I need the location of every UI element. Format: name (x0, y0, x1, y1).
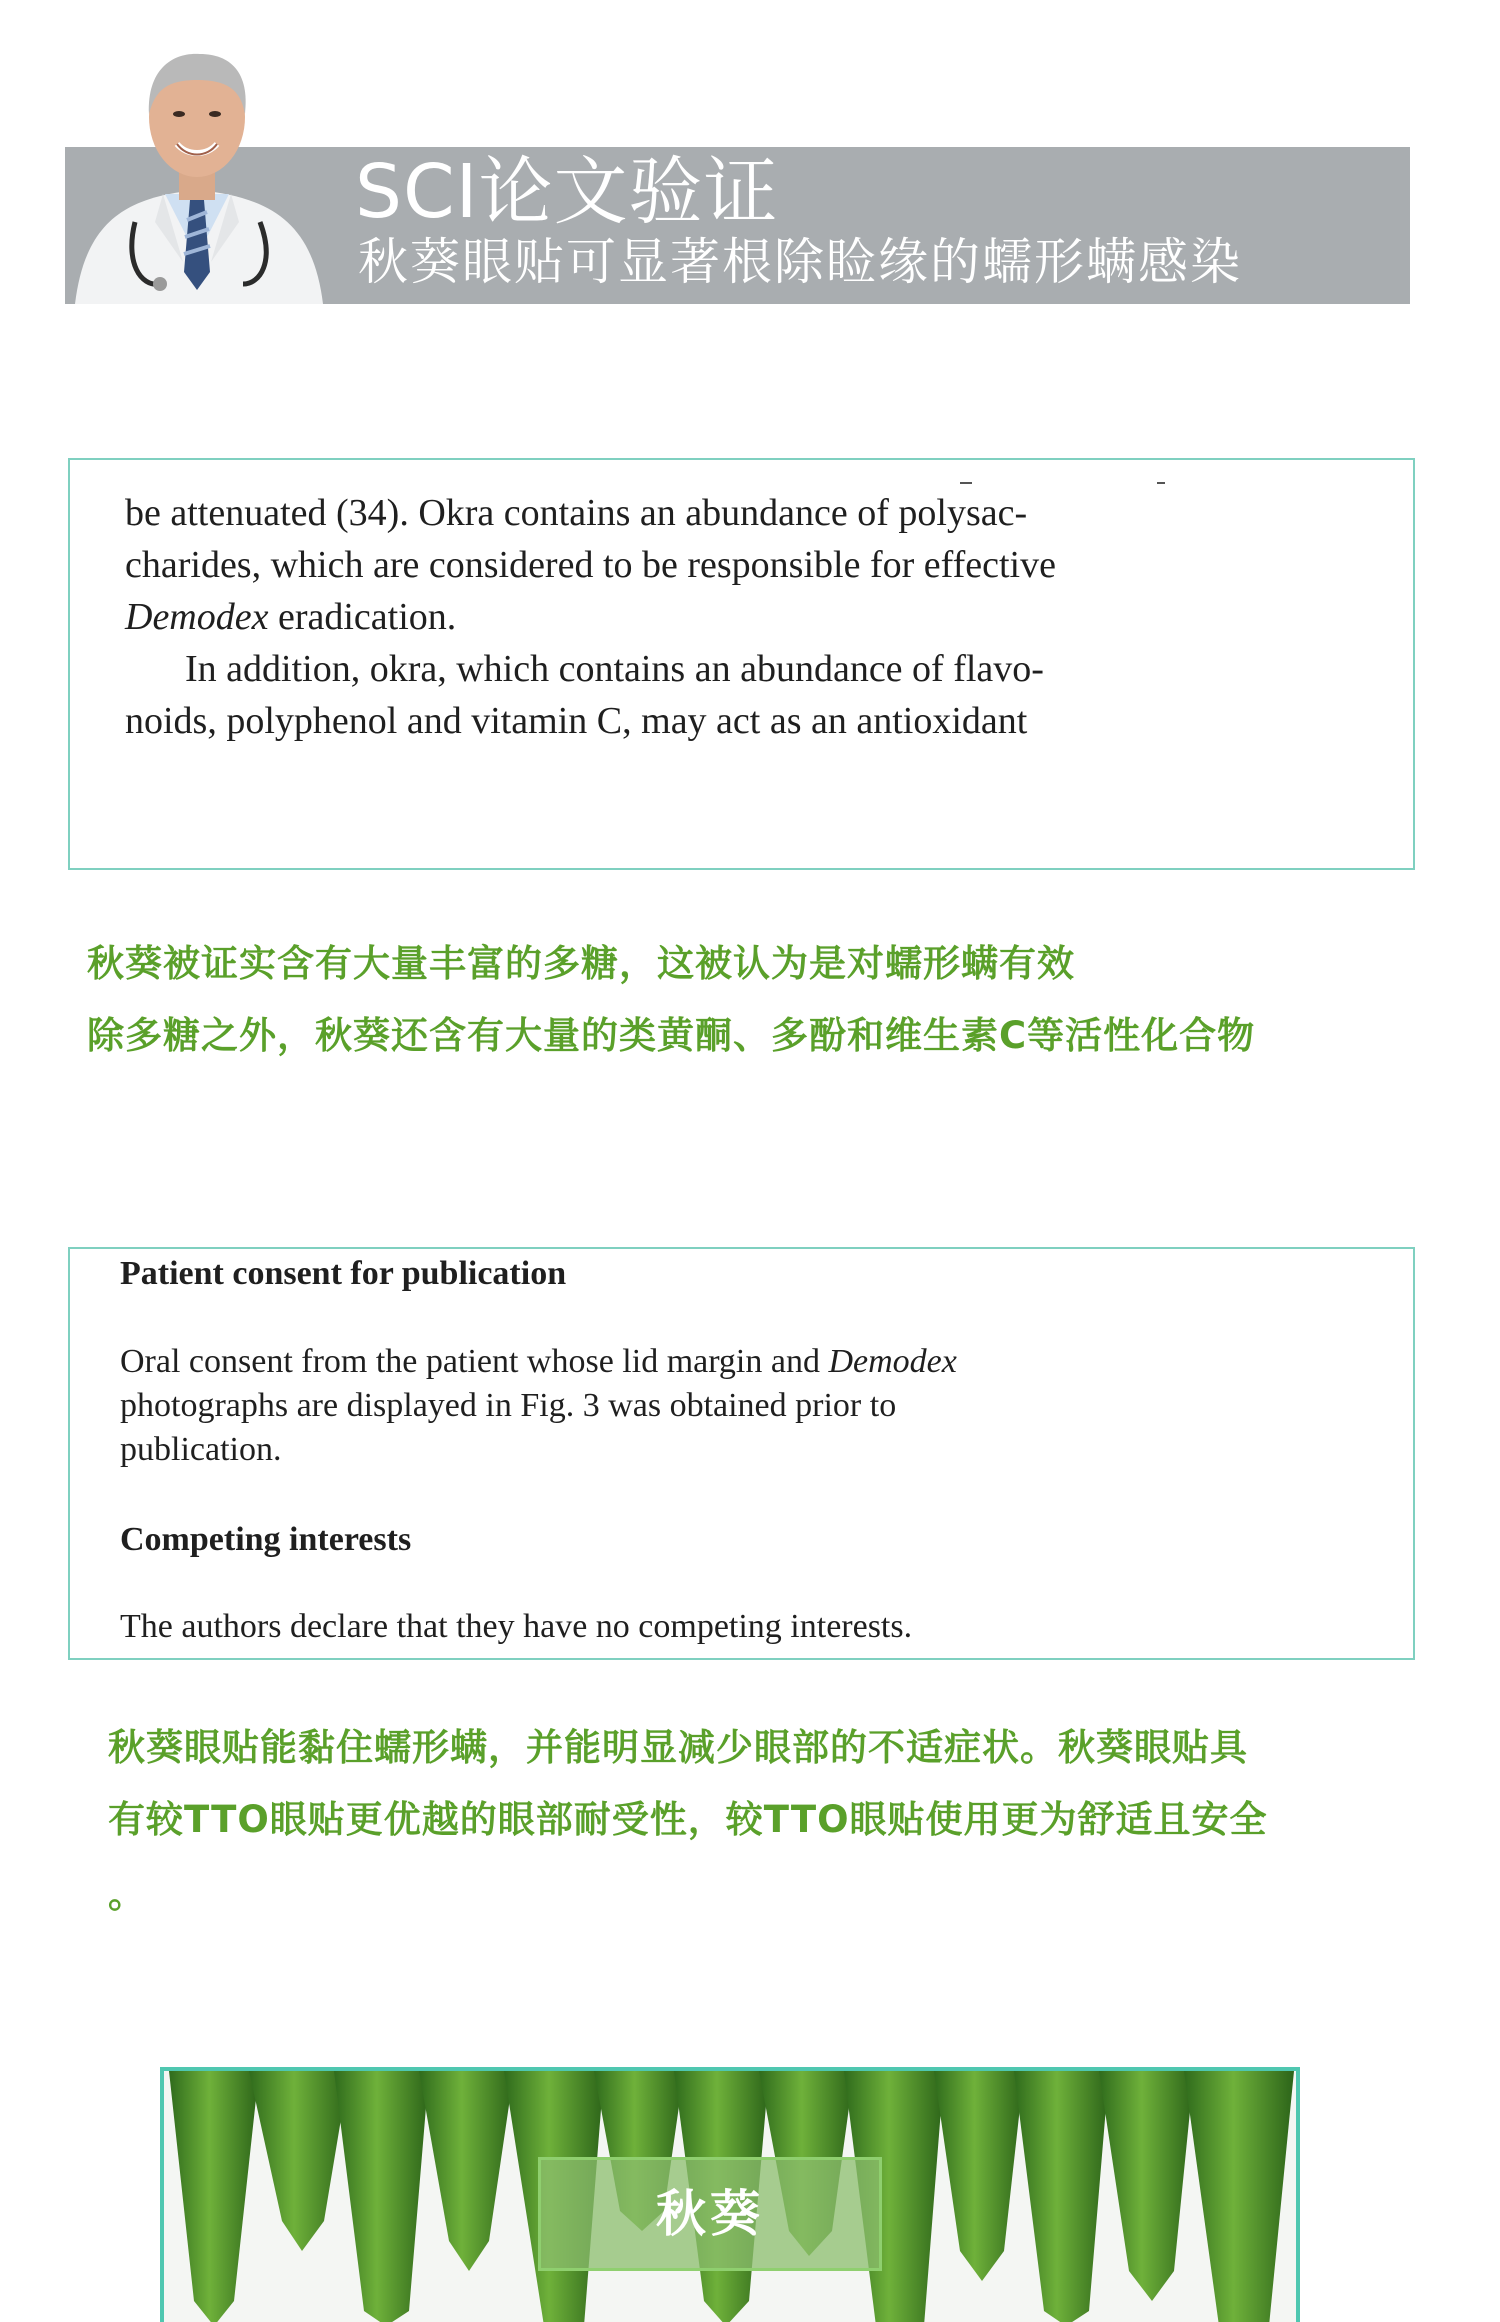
excerpt-line: noids, polyphenol and vitamin C, may act as an antioxidant (125, 700, 1028, 742)
demodex-term: Demodex (828, 1343, 957, 1380)
excerpt-line: be attenuated (34). Okra contains an abundance of polysac- (125, 492, 1028, 534)
caption-line: 秋葵被证实含有大量丰富的多糖，这被认为是对蠕形螨有效 (87, 942, 1075, 985)
excerpt-line: charides, which are considered to be responsible for effective (125, 544, 1056, 586)
excerpt-line (125, 591, 456, 643)
consent-line: publication. (120, 1431, 282, 1468)
excerpt-line: In addition, okra, which contains an abundance of flavo- (185, 648, 1044, 690)
consent-heading: Patient consent for publication (120, 1255, 567, 1292)
okra-label: 秋葵 (656, 2185, 764, 2243)
interests-text: The authors declare that they have no competing interests. (120, 1608, 913, 1645)
doctor-portrait (65, 22, 330, 304)
excerpt-text: eradication. (268, 596, 457, 638)
caption-line: 有较TTO眼贴更优越的眼部耐受性，较TTO眼贴使用更为舒适且安全 (108, 1798, 1268, 1841)
caption-line: 除多糖之外，秋葵还含有大量的类黄酮、多酚和维生素C等活性化合物 (87, 1014, 1256, 1057)
demodex-term: Demodex (125, 596, 269, 638)
caption-line: 秋葵眼贴能黏住蠕形螨，并能明显减少眼部的不适症状。秋葵眼贴具 (108, 1726, 1248, 1769)
interests-heading: Competing interests (120, 1521, 412, 1558)
banner-subtitle: 秋葵眼贴可显著根除睑缘的蠕形螨感染 (358, 233, 1242, 291)
banner-title: SCI论文验证 (355, 149, 779, 235)
consent-line (120, 1340, 957, 1384)
consent-line: photographs are displayed in Fig. 3 was obtained prior to (120, 1387, 897, 1424)
scan-marks (960, 480, 1170, 486)
consent-text: Oral consent from the patient whose lid margin and (120, 1343, 829, 1380)
caption-line: 。 (108, 1873, 146, 1916)
